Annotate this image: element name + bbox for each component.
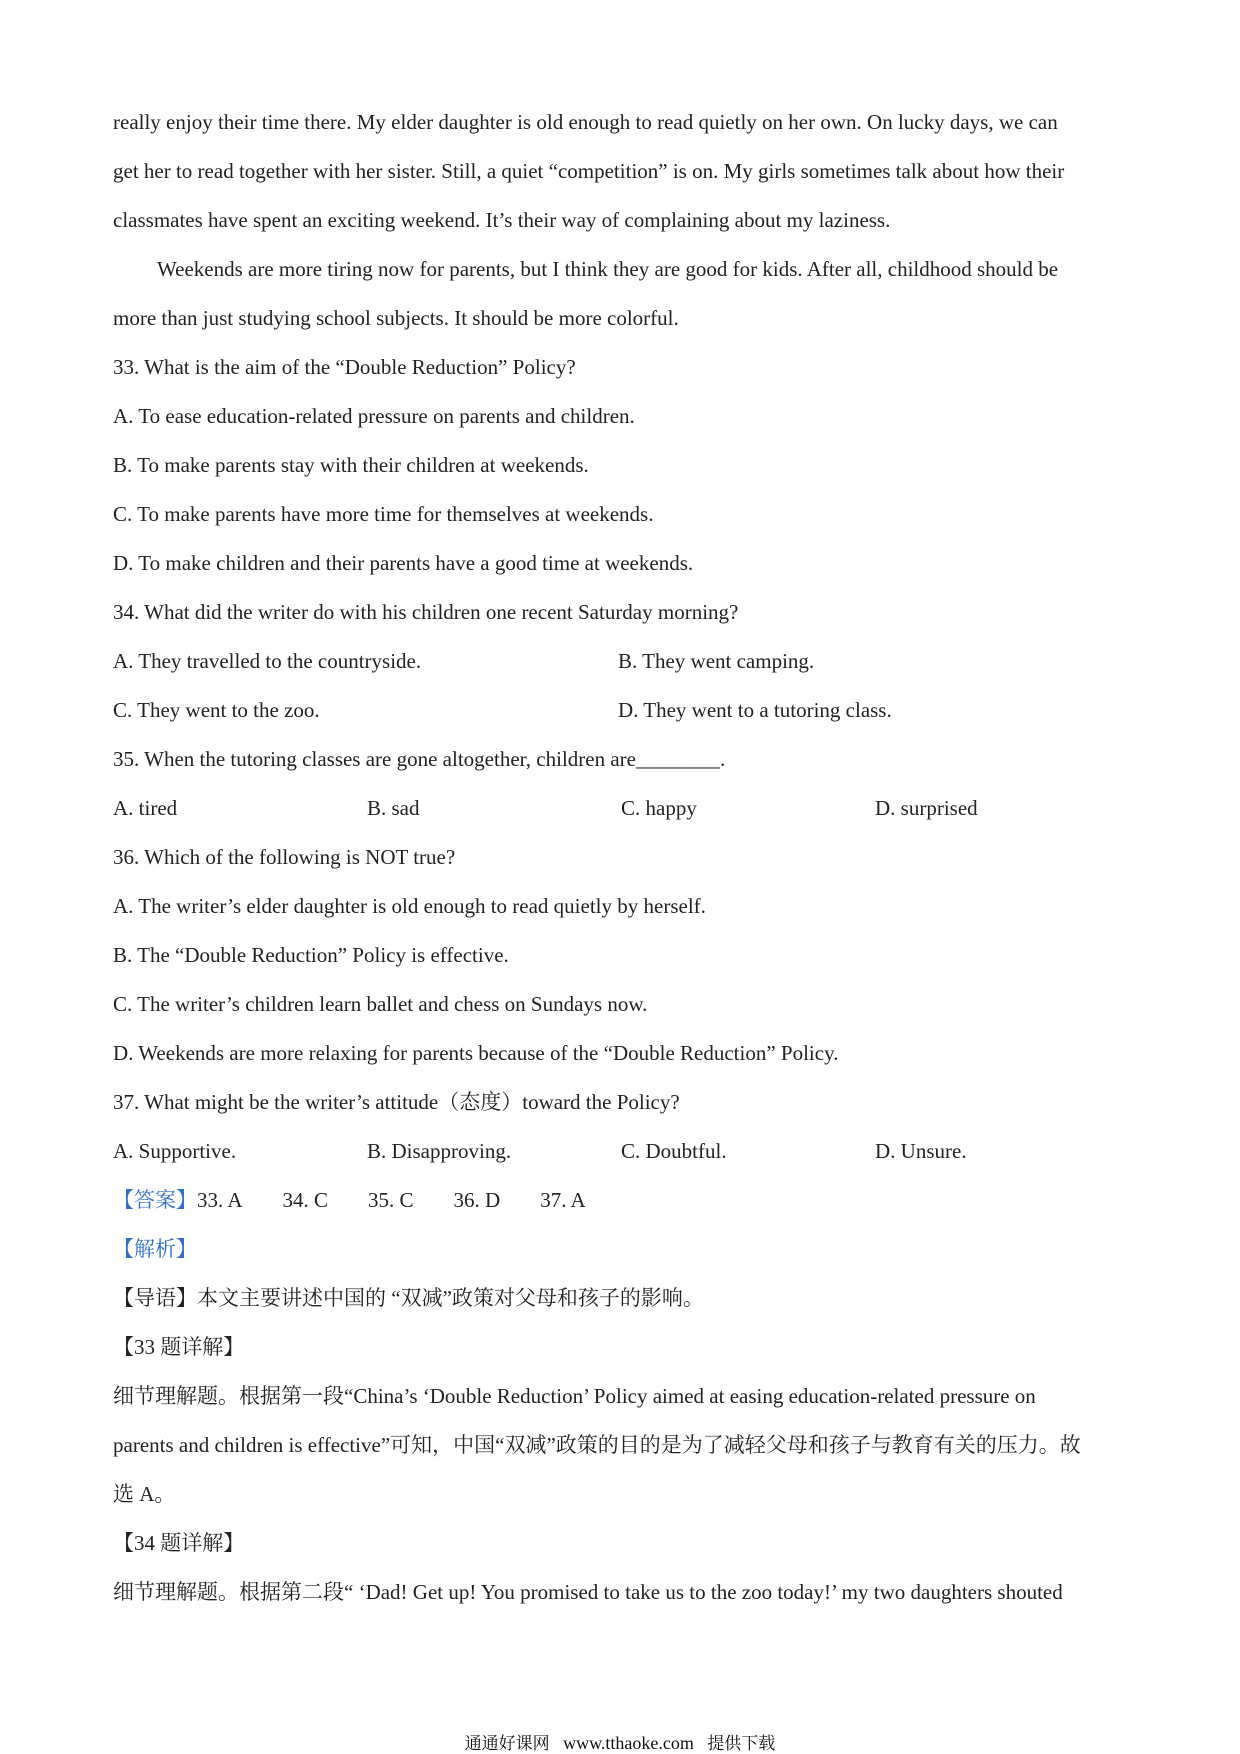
answer-item: 37. A [540,1188,586,1212]
answer-option: C. Doubtful. [621,1139,727,1163]
answer-option: A. tired [113,796,178,820]
detail-text: 细节理解题。根据第二段“ ‘Dad! Get up! You promised to take us to the zoo today!’ my two daughters shouted [113,1580,1063,1604]
footer-url[interactable]: www.tthaoke.com [563,1733,694,1753]
detail-text: 细节理解题。根据第一段“China’s ‘Double Reduction’ Policy aimed at easing education-related pressure on [113,1384,1036,1408]
option-row [113,637,1123,686]
answer-option: D. Weekends are more relaxing for parents because of the “Double Reduction” Policy. [113,1041,839,1065]
answer-item: 35. C [368,1188,414,1212]
option-row [113,784,1123,833]
answer-option: C. The writer’s children learn ballet and chess on Sundays now. [113,992,648,1016]
answer-option: B. To make parents stay with their children at weekends. [113,453,589,477]
question-stem: 34. What did the writer do with his children one recent Saturday morning? [113,600,739,624]
detail-text: 选 A。 [113,1482,176,1506]
footer-site-name: 通通好课网 [464,1734,550,1754]
analysis-label: 【解析】 [113,1237,197,1261]
detail-text: parents and children is effective”可知，中国“双减”政策的目的是为了减轻父母和孩子与教育有关的压力。故 [113,1433,1081,1457]
detail-title-34: 【34 题详解】 [113,1531,245,1555]
answer-option: A. The writer’s elder daughter is old enough to read quietly by herself. [113,894,706,918]
answer-key [113,1176,1123,1225]
answer-option: D. surprised [875,796,978,820]
analysis-intro: 【导语】本文主要讲述中国的 “双减”政策对父母和孩子的影响。 [113,1286,704,1310]
answer-option: A. Supportive. [113,1139,237,1163]
question-stem: 35. When the tutoring classes are gone altogether, children are________. [113,747,726,771]
answer-item: 34. C [282,1188,329,1212]
answer-item: 33. A [197,1188,243,1212]
passage-line: more than just studying school subjects. It should be more colorful. [113,306,679,330]
answer-option: B. sad [367,796,420,820]
answer-option: A. They travelled to the countryside. [113,649,422,673]
detail-title-33: 【33 题详解】 [113,1335,245,1359]
answer-option: C. They went to the zoo. [113,698,320,722]
answer-option: B. Disapproving. [367,1139,512,1163]
document-page [113,98,1123,1617]
answer-option: C. happy [621,796,697,820]
option-row [113,686,1123,735]
answer-option: A. To ease education-related pressure on parents and children. [113,404,635,428]
question-stem: 33. What is the aim of the “Double Reduction” Policy? [113,355,576,379]
answer-item: 36. D [453,1188,501,1212]
answer-label: 【答案】 [113,1188,197,1212]
option-row [113,1127,1123,1176]
answer-option: D. Unsure. [875,1139,967,1163]
page-footer [0,1729,1240,1754]
answer-option: B. They went camping. [618,649,815,673]
passage-line: really enjoy their time there. My elder daughter is old enough to read quietly on her own. On lucky days, we can [113,110,1058,134]
footer-note: 提供下载 [707,1734,776,1754]
passage-line: Weekends are more tiring now for parents, but I think they are good for kids. After all, childhood should be [157,257,1059,281]
answer-option: C. To make parents have more time for themselves at weekends. [113,502,654,526]
answer-option: B. The “Double Reduction” Policy is effective. [113,943,509,967]
answer-option: D. They went to a tutoring class. [618,698,892,722]
question-stem: 36. Which of the following is NOT true? [113,845,456,869]
passage-line: get her to read together with her sister. Still, a quiet “competition” is on. My girls sometimes talk about how their [113,159,1065,183]
passage-line: classmates have spent an exciting weekend. It’s their way of complaining about my laziness. [113,208,891,232]
answer-option: D. To make children and their parents have a good time at weekends. [113,551,694,575]
question-stem: 37. What might be the writer’s attitude（态度）toward the Policy? [113,1090,680,1114]
